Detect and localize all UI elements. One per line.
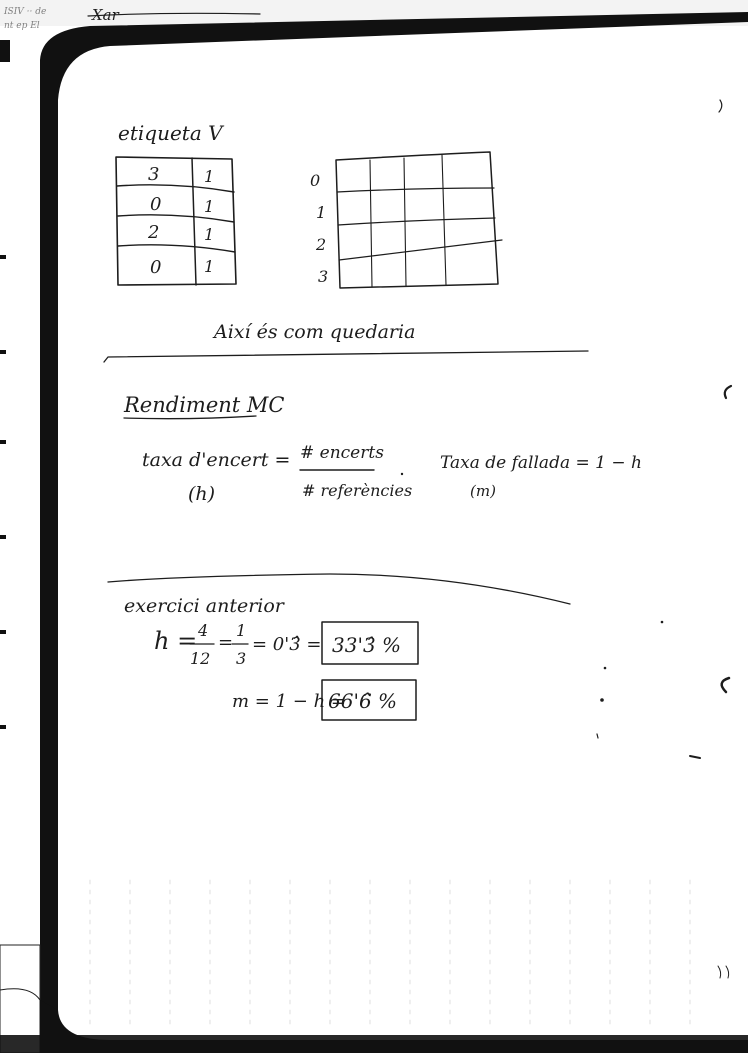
valid-cell: 1 [204, 257, 215, 276]
valid-cell: 1 [204, 225, 215, 244]
row-index: 1 [316, 203, 327, 222]
exercise-heading: exercici anterior [124, 595, 284, 617]
margin-tick [0, 535, 6, 539]
margin-tick [0, 440, 6, 444]
grid-row-line [338, 218, 495, 225]
grid-row-line [337, 188, 494, 192]
tag-table-rule [118, 215, 234, 222]
fraction-1-numerator: 4 [198, 621, 209, 640]
grid-border [336, 152, 498, 288]
h-result: 33'3̂ % [332, 633, 402, 657]
header-scribble: Xar [92, 6, 119, 24]
bleed-text: nt ep El [4, 21, 40, 31]
hit-rate-symbol: (h) [188, 483, 216, 505]
tag-cell: 3 [148, 164, 160, 185]
tag-table-rule [117, 185, 234, 192]
fraction-1-denominator: 12 [190, 649, 211, 668]
margin-marks [597, 100, 731, 978]
ink-dot [604, 667, 607, 670]
margin-tick [0, 255, 6, 259]
margin-tick [0, 350, 6, 354]
fraction-2-numerator: 1 [236, 621, 247, 640]
m-result: 66'6̂ % [328, 689, 398, 713]
tag-cell: 0 [150, 194, 162, 215]
fraction-2-denominator: 3 [236, 649, 247, 668]
miss-rate-label: Taxa de fallada = 1 − h [440, 453, 642, 473]
h-prefix: h = [154, 627, 198, 655]
valid-cell: 1 [204, 167, 215, 186]
ring-hole-mark [725, 386, 731, 398]
faint-rule [90, 880, 690, 1030]
hit-rate-denominator: # referències [302, 481, 413, 500]
tag-cell: 0 [150, 257, 162, 278]
tag-table-rule [118, 245, 235, 252]
stray-mark [719, 100, 722, 112]
tag-table-border [116, 157, 236, 285]
miss-rate-symbol: (m) [470, 482, 496, 500]
tag-table [116, 157, 236, 285]
bottom-curve [40, 1000, 748, 1053]
ink-dot [661, 621, 664, 624]
section-divider-1 [104, 351, 588, 362]
row-index: 2 [316, 235, 327, 254]
decimal-value: = 0'3̂ = [252, 634, 322, 655]
tag-cell: 2 [148, 222, 160, 243]
margin-tick [0, 630, 6, 634]
hit-rate-label: taxa d'encert = [142, 449, 291, 471]
grid-caption: Així és com quedaria [214, 321, 416, 343]
stray-mark [718, 966, 729, 978]
margin-tick [0, 725, 6, 729]
ink-dot [600, 698, 604, 702]
hit-rate-numerator: # encerts [300, 443, 384, 463]
performance-heading: Rendiment MC [124, 393, 285, 417]
m-expression: m = 1 − h = [232, 691, 346, 712]
row-index: 3 [318, 267, 329, 286]
ring-hole-mark [722, 678, 729, 692]
row-index: 0 [310, 171, 321, 190]
valid-cell: 1 [204, 197, 215, 216]
equals-sign: = [218, 632, 234, 653]
ink-dot [401, 473, 403, 475]
grid-row-line [339, 240, 502, 260]
cache-grid [310, 152, 502, 288]
grid-col-line [404, 158, 406, 286]
tag-table-divider [192, 158, 196, 285]
faint-ruling [90, 880, 690, 1030]
tags-label: etiqueta V [118, 121, 223, 145]
page-edge-shadow [40, 12, 748, 1053]
stray-mark [690, 756, 700, 758]
bleed-text: ISIV ·· de [4, 7, 47, 17]
stray-mark [597, 734, 598, 738]
binding-mark [0, 40, 10, 62]
